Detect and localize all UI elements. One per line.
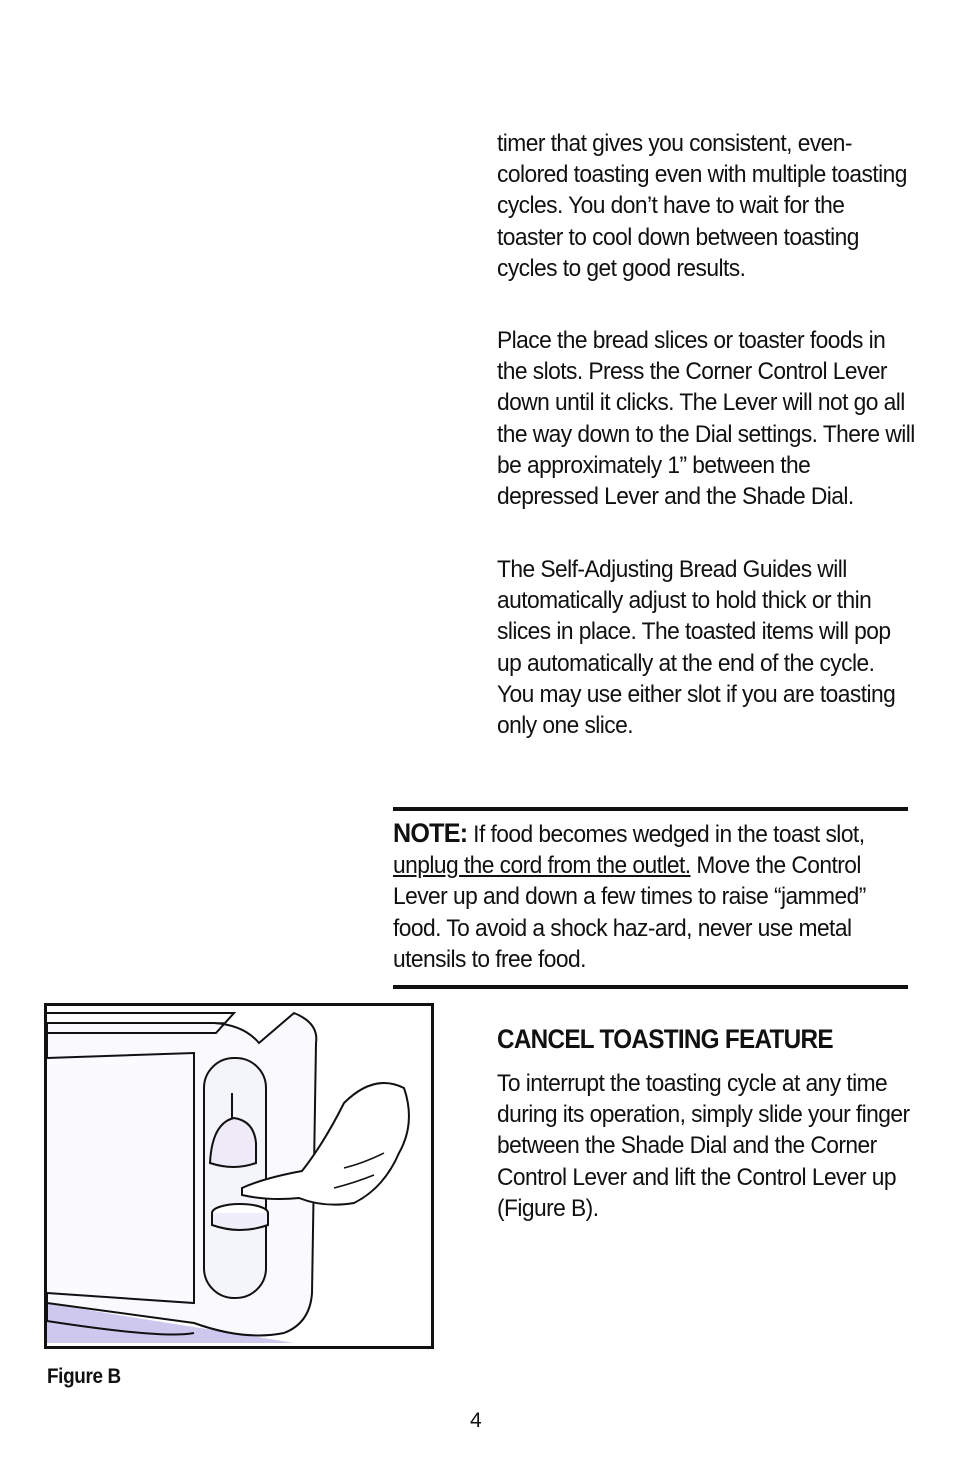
- note-text-after: Move the Control Lever up and down a few times to raise “jammed” food. To avoid a shock haz-ard, never use metal utensils to free food.: [393, 852, 866, 973]
- paragraph-cancel-toasting: To interrupt the toasting cycle at any time during its operation, simply slide your finger between the Shade Dial and the Corner Control Lever and lift the Control Lever up (Figure B).: [497, 1070, 910, 1222]
- note-box: [393, 818, 905, 975]
- note-label: NOTE:: [393, 818, 468, 848]
- note-underlined-text: unplug the cord from the outlet.: [393, 852, 691, 880]
- note-text-before: If food becomes wedged in the toast slot,: [467, 821, 865, 848]
- control-column: [204, 1058, 266, 1298]
- toaster-side-panel: [47, 1053, 194, 1303]
- cancel-toasting-heading: CANCEL TOASTING FEATURE: [497, 1024, 833, 1054]
- note-top-rule: [393, 807, 908, 811]
- note-bottom-rule: [393, 985, 908, 989]
- paragraph-bread-guides: The Self-Adjusting Bread Guides will automatically adjust to hold thick or thin slices in place. The toasted items will pop up automatically at the end of the cycle. You may use either slot if you are toasting only one slice.: [497, 556, 896, 740]
- figure-b-illustration: [44, 1003, 434, 1349]
- shade-dial-side: [212, 1213, 268, 1230]
- paragraph-place-bread: Place the bread slices or toaster foods in the slots. Press the Corner Control Lever down until it clicks. The Lever will not go all the way down to the Dial settings. There will be approximately 1” between the depressed Lever and the Shade Dial.: [497, 327, 915, 511]
- paragraph-timer: timer that gives you consistent, even-colored toasting even with multiple toasting cycles. You don’t have to wait for the toaster to cool down between toasting cycles to get good results.: [497, 130, 907, 282]
- page-number: 4: [470, 1409, 482, 1432]
- figure-caption: Figure B: [47, 1365, 121, 1388]
